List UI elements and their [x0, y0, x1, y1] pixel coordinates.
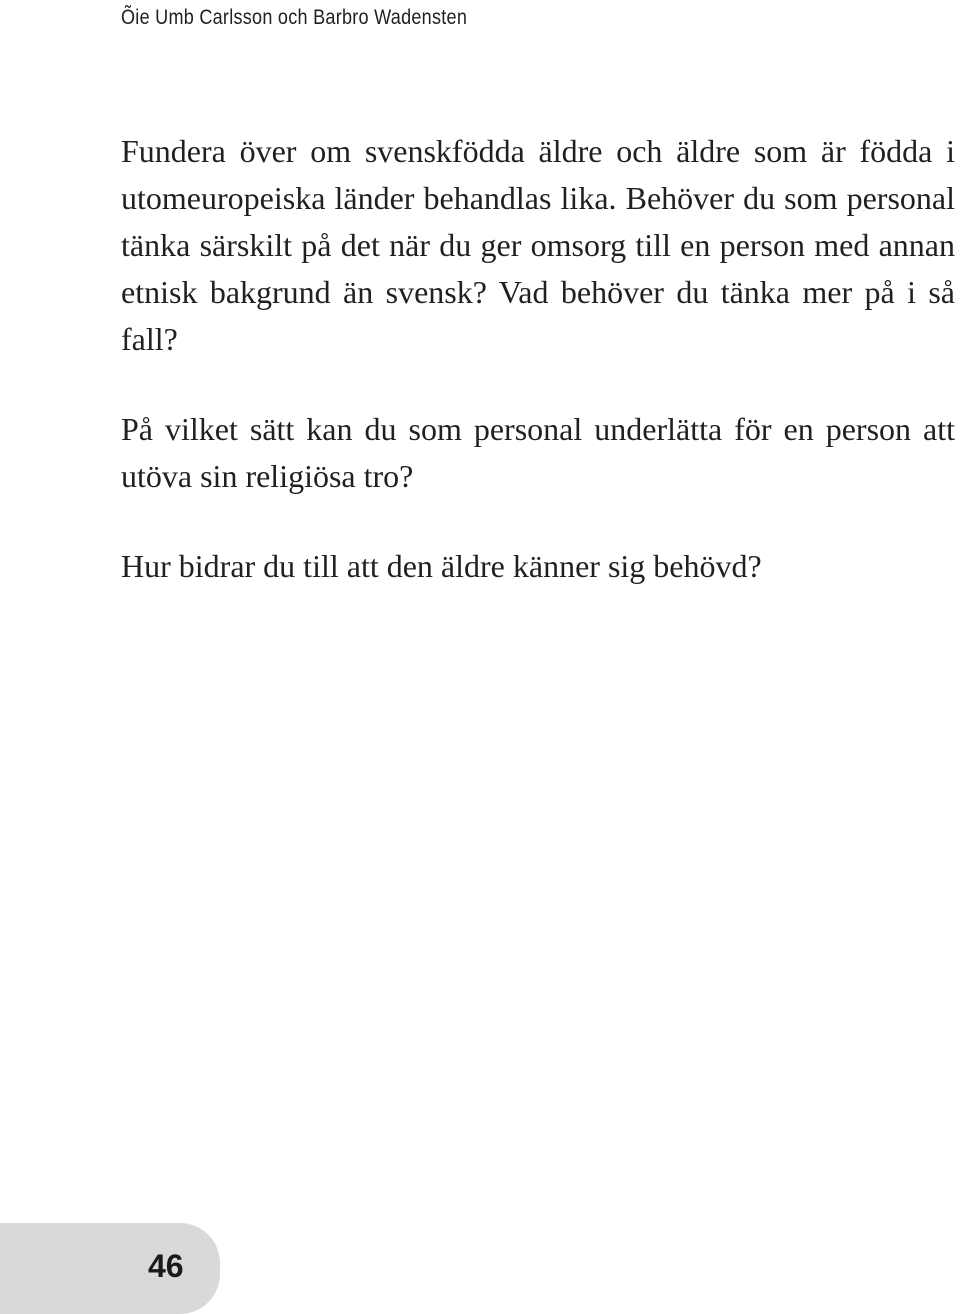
running-header: Õie Umb Carlsson och Barbro Wadensten: [121, 6, 468, 29]
page-number-tab: [0, 1223, 220, 1314]
paragraph-question-feeling-needed: Hur bidrar du till att den äldre känner sig behövd?: [121, 548, 762, 584]
body-text: [121, 128, 955, 590]
page-number: 46: [148, 1248, 184, 1284]
paragraph-question-religion: På vilket sätt kan du som personal underlätta för en person att utöva sin religiösa tro?: [121, 411, 955, 494]
paragraph-question-ethnicity: Fundera över om svenskfödda äldre och äldre som är födda i utomeuropeiska länder behandlas lika. Behöver du som personal tänka särskilt på det när du ger omsorg till en person med annan etnisk bakgrund än svensk? Vad behöver du tänka mer på i så fall?: [121, 133, 955, 357]
